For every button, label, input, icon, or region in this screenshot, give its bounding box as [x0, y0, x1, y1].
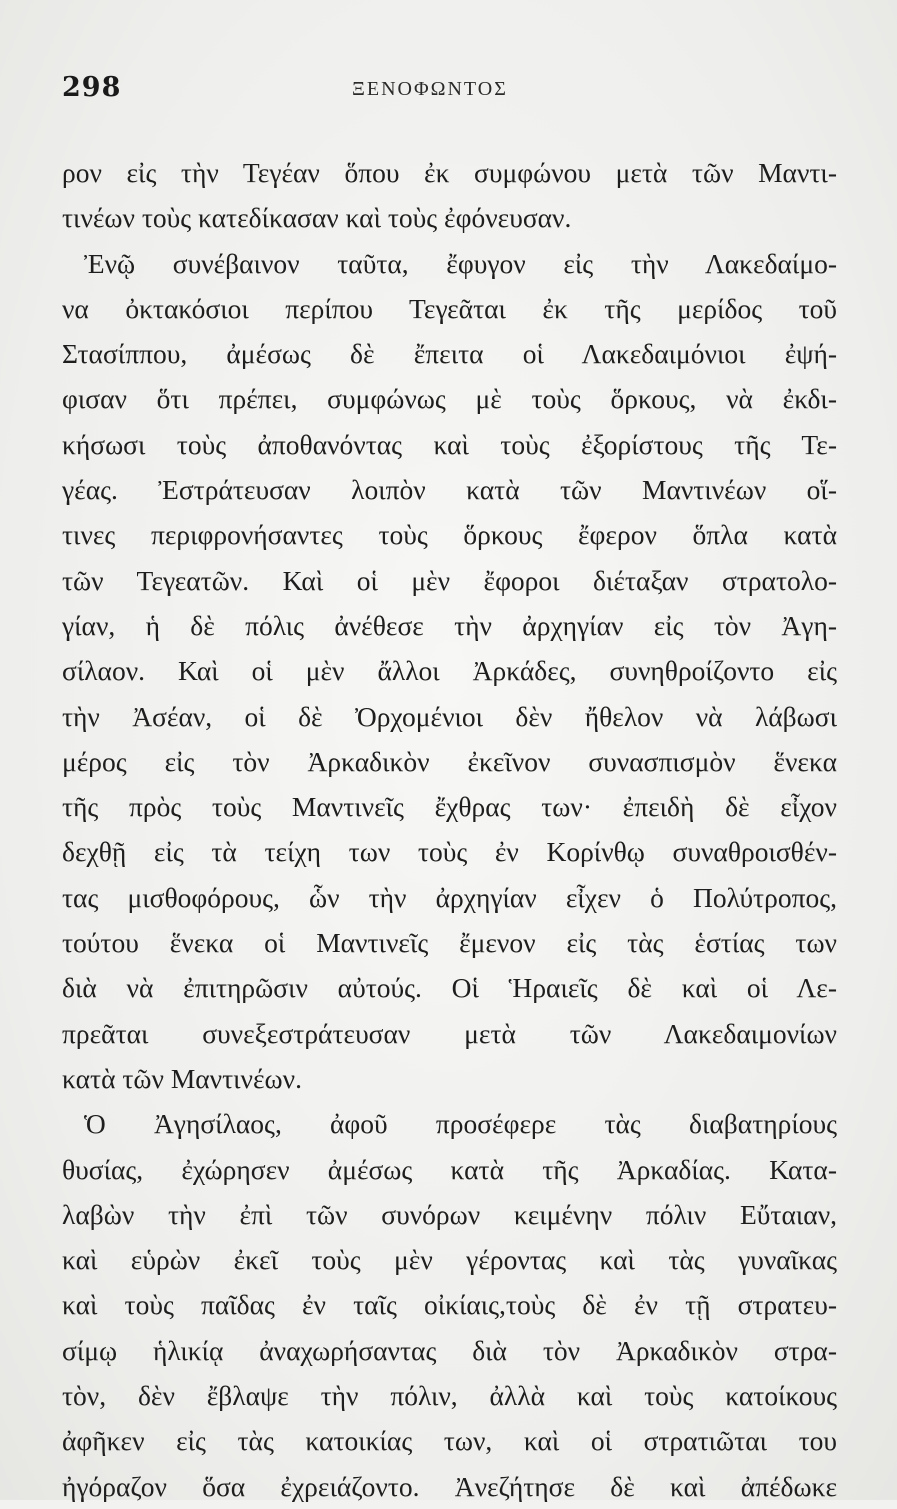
text-line: πρεᾶται συνεξεστράτευσαν μετὰ τῶν Λακεδαιμονίων [62, 1017, 837, 1049]
text-line: θυσίας, ἐχώρησεν ἀμέσως κατὰ τῆς Ἀρκαδίας. Κατα- [62, 1153, 837, 1185]
text-line: ἠγόραζον ὅσα ἐχρειάζοντο. Ἀνεζήτησε δὲ καὶ ἀπέδωκε [62, 1470, 837, 1502]
text-line: φισαν ὅτι πρέπει, συμφώνως μὲ τοὺς ὅρκους, νὰ ἐκδι- [62, 383, 837, 415]
text-line: τῆς πρὸς τοὺς Μαντινεῖς ἔχθρας των· ἐπειδὴ δὲ εἶχον [62, 791, 837, 823]
text-line: δεχθῇ εἰς τὰ τείχη των τοὺς ἐν Κορίνθῳ συναθροισθέν- [62, 836, 837, 868]
text-line: να ὀκτακόσιοι περίπου Τεγεᾶται ἐκ τῆς μερίδος τοῦ [62, 292, 837, 324]
text-line: σίμῳ ἡλικίᾳ ἀναχωρήσαντας διὰ τὸν Ἀρκαδικὸν στρα- [62, 1334, 837, 1366]
text-line: τας μισθοφόρους, ὧν τὴν ἀρχηγίαν εἶχεν ὁ Πολύτροπος, [62, 881, 837, 913]
running-head [62, 72, 832, 112]
running-title: ΞΕΝΟΦΩΝΤΟΣ [352, 78, 508, 100]
text-line: κήσωσι τοὺς ἀποθανόντας καὶ τοὺς ἐξορίστους τῆς Τε- [62, 428, 837, 460]
text-line: τινες περιφρονήσαντες τοὺς ὅρκους ἔφερον ὅπλα κατὰ [62, 519, 837, 551]
text-line: ρον εἰς τὴν Τεγέαν ὅπου ἐκ συμφώνου μετὰ τῶν Μαντι- [62, 157, 837, 188]
text-line: καὶ τοὺς παῖδας ἐν ταῖς οἰκίαις,τοὺς δὲ ἐν τῇ στρατευ- [62, 1289, 837, 1321]
text-line: τῶν Τεγεατῶν. Καὶ οἱ μὲν ἔφοροι διέταξαν στρατολο- [62, 564, 837, 596]
text-line: Στασίππου, ἀμέσως δὲ ἔπειτα οἱ Λακεδαιμόνιοι ἐψή- [62, 338, 837, 370]
text-line: ἀφῆκεν εἰς τὰς κατοικίας των, καὶ οἱ στρατιῶται του [62, 1425, 837, 1457]
text-line: τὴν Ἀσέαν, οἱ δὲ Ὀρχομένιοι δὲν ἤθελον νὰ λάβωσι [62, 700, 837, 732]
text-line: κατὰ τῶν Μαντινέων. [62, 1062, 302, 1094]
text-line: διὰ νὰ ἐπιτηρῶσιν αὐτούς. Οἱ Ἡραιεῖς δὲ καὶ οἱ Λε- [62, 972, 837, 1004]
text-line: Ἐνῷ συνέβαινον ταῦτα, ἔφυγον εἰς τὴν Λακεδαίμο- [84, 247, 837, 279]
text-line: γίαν, ἡ δὲ πόλις ἀνέθεσε τὴν ἀρχηγίαν εἰς τὸν Ἀγη- [62, 609, 837, 641]
text-line: τινέων τοὺς κατεδίκασαν καὶ τοὺς ἐφόνευσαν. [62, 202, 572, 234]
text-line: γέας. Ἐστράτευσαν λοιπὸν κατὰ τῶν Μαντινέων οἵ- [62, 474, 837, 506]
text-line: Ὁ Ἀγησίλαος, ἀφοῦ προσέφερε τὰς διαβατηρίους [84, 1108, 837, 1140]
text-line: λαβὼν τὴν ἐπὶ τῶν συνόρων κειμένην πόλιν Εὔταιαν, [62, 1198, 837, 1230]
text-line: τούτου ἕνεκα οἱ Μαντινεῖς ἔμενον εἰς τὰς ἑστίας των [62, 927, 837, 959]
text-line: τὸν, δὲν ἔβλαψε τὴν πόλιν, ἀλλὰ καὶ τοὺς κατοίκους [62, 1380, 837, 1412]
text-line: καὶ εὑρὼν ἐκεῖ τοὺς μὲν γέροντας καὶ τὰς γυναῖκας [62, 1244, 837, 1276]
body-text [62, 150, 837, 1509]
text-line: μέρος εἰς τὸν Ἀρκαδικὸν ἐκεῖνον συνασπισμὸν ἕνεκα [62, 745, 837, 777]
page-number: 298 [62, 72, 122, 103]
text-line: σίλαον. Καὶ οἱ μὲν ἄλλοι Ἀρκάδες, συνηθροίζοντο εἰς [62, 655, 837, 687]
